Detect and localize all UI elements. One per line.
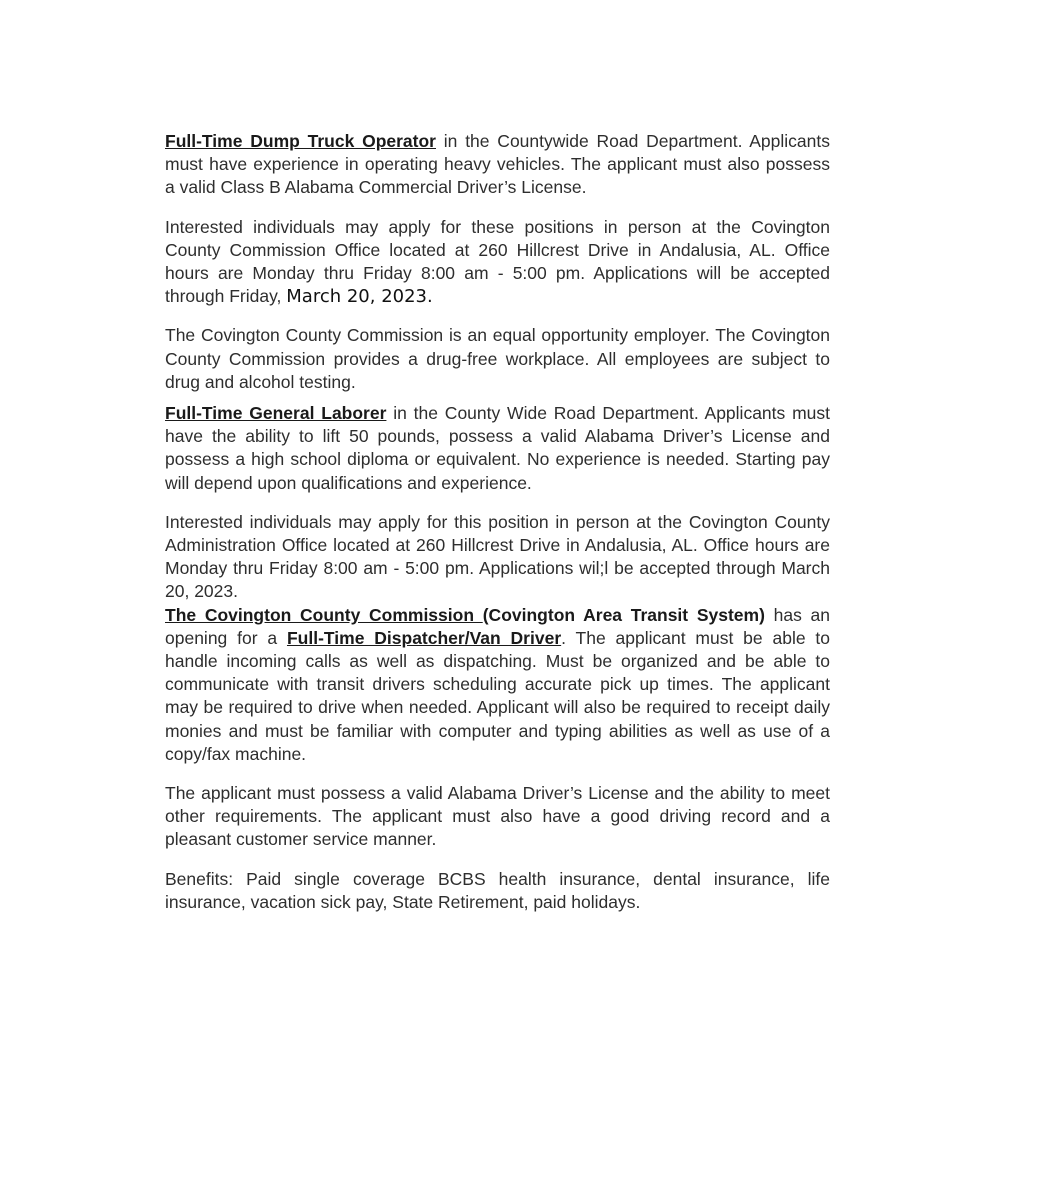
dispatcher-paragraph [165, 604, 830, 766]
general-laborer-paragraph [165, 402, 830, 495]
dump-truck-operator-intro: in the Countywide Road Department. Applicants must have experience in operating heavy vehicles. The applicant must also possess a valid Class B Alabama Commercial Driver’s License. [165, 131, 831, 198]
benefits-text: Benefits: Paid single coverage BCBS health insurance, dental insurance, life insurance, vacation sick pay, State Retirement, paid holidays. [165, 868, 830, 912]
dump-truck-apply-date: March 20, 2023. [286, 286, 433, 308]
general-laborer-apply-paragraph [165, 511, 830, 604]
general-laborer-apply-text: Interested individuals may apply for this position in person at the Covington County Administration Office located at 260 Hillcrest Drive in Andalusia, AL. Office hours are Monday thru Friday 8:00 am - 5:00 pm. Applications wil;l be accepted through March 20, 2023. [165, 511, 830, 602]
dump-truck-apply-text: Interested individuals may apply for these positions in person at the Covington County Commission Office located at 260 Hillcrest Drive in Andalusia, AL. Office hours are Monday thru Friday 8:00 am - 5:00 pm. Applications will be accepted through Friday, [165, 216, 830, 307]
dump-truck-apply-paragraph [165, 216, 830, 309]
general-laborer-intro: in the County Wide Road Department. Applicants must have the ability to lift 50 pounds, possess a valid Alabama Driver’s License and possess a high school diploma or equivalent. No experience is needed. Starting pay will depend upon qualifications and experience. [165, 403, 830, 493]
equal-opportunity-text: The Covington County Commission is an equal opportunity employer. The Covington County Commission provides a drug-free workplace. All employees are subject to drug and alcohol testing. [165, 325, 830, 392]
dispatcher-requirements-text: The applicant must possess a valid Alabama Driver’s License and the ability to meet other requirements. The applicant must also have a good driving record and a pleasant customer service manner. [165, 783, 830, 850]
equal-opportunity-paragraph [165, 324, 830, 394]
dispatcher-org-sub: (Covington Area Transit System) [482, 604, 765, 625]
benefits-paragraph [165, 868, 830, 914]
dispatcher-has-opening: has an opening for a [165, 604, 831, 648]
dispatcher-intro: . The applicant must be able to handle incoming calls as well as dispatching. Must be organized and be able to communicate with transit drivers scheduling accurate pick up times. The applicant may be required to drive when needed. Applicant will also be required to receipt daily monies and must be familiar with computer and typing abilities as well as use of a copy/fax machine. [165, 627, 830, 764]
dispatcher-org-name: The Covington County Commission [165, 604, 483, 625]
dump-truck-operator-paragraph [165, 130, 830, 200]
dump-truck-operator-title: Full-Time Dump Truck Operator [165, 131, 436, 151]
job-postings-document [165, 130, 830, 914]
dispatcher-requirements-paragraph [165, 782, 830, 852]
general-laborer-title: Full-Time General Laborer [165, 403, 387, 424]
dispatcher-title: Full-Time Dispatcher/Van Driver [286, 627, 562, 648]
